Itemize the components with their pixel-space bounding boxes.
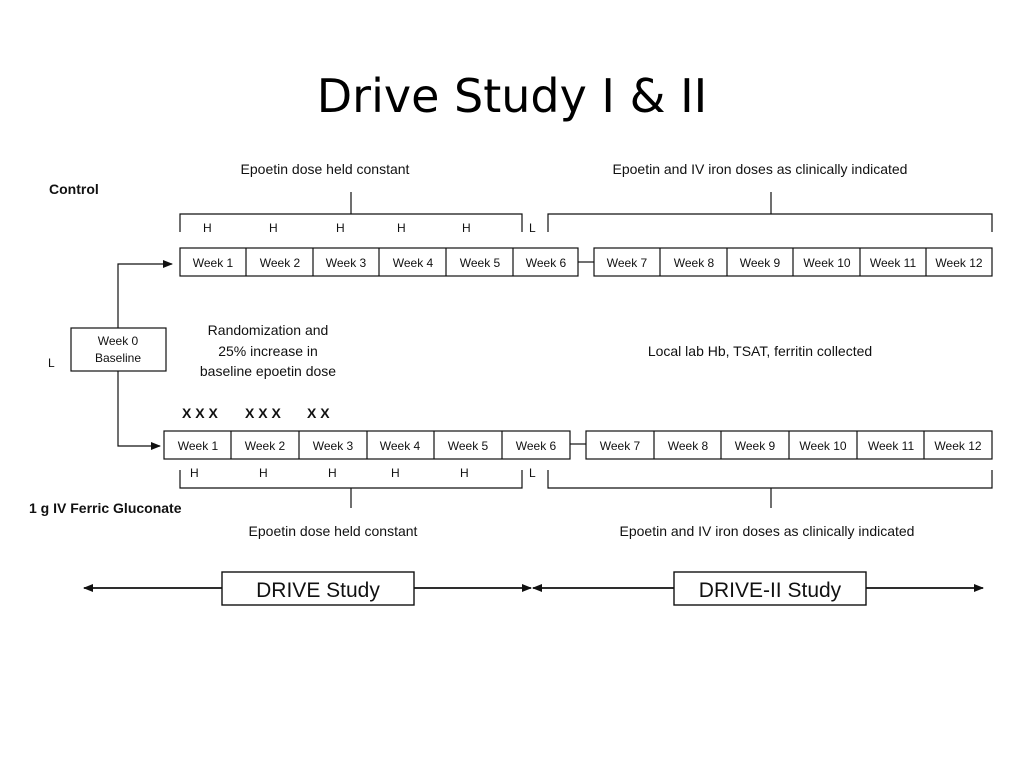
treatment-week-cell: Week 4	[379, 439, 421, 453]
control-bracket-right	[548, 192, 992, 232]
treatment-h-markers	[190, 466, 469, 480]
dose-mark-group: X X	[307, 405, 330, 421]
control-bracket-left	[180, 192, 522, 232]
control-label: Control	[49, 181, 99, 197]
control-week-cell: Week 12	[935, 256, 983, 270]
control-h-marker: H	[462, 221, 471, 235]
lab-note: Local lab Hb, TSAT, ferritin collected	[647, 343, 873, 359]
control-label-right: Epoetin and IV iron doses as clinically indicated	[612, 161, 908, 177]
treatment-week-cell: Week 10	[799, 439, 847, 453]
treatment-label: 1 g IV Ferric Gluconate	[29, 500, 182, 516]
control-week-cell: Week 9	[739, 256, 781, 270]
treatment-h-marker: H	[460, 466, 469, 480]
control-h-marker: H	[203, 221, 212, 235]
randomization-line: Randomization and	[207, 322, 329, 338]
control-week-cell: Week 3	[325, 256, 367, 270]
treatment-weeks-drive	[164, 431, 570, 459]
control-week-cell: Week 5	[459, 256, 501, 270]
control-weeks-drive2	[594, 248, 992, 276]
control-h-marker: H	[336, 221, 345, 235]
treatment-l-marker: L	[529, 466, 536, 480]
control-week-cell: Week 11	[869, 256, 917, 270]
control-h-marker: H	[269, 221, 278, 235]
baseline-label: Baseline	[94, 351, 142, 365]
treatment-label-left: Epoetin dose held constant	[248, 523, 418, 539]
treatment-label-right: Epoetin and IV iron doses as clinically indicated	[619, 523, 915, 539]
treatment-week-cell: Week 1	[177, 439, 219, 453]
treatment-bracket-right	[548, 470, 992, 508]
treatment-week-cell: Week 3	[312, 439, 354, 453]
control-weeks-drive	[180, 248, 578, 276]
treatment-week-cell: Week 9	[734, 439, 776, 453]
treatment-bracket-left	[180, 470, 522, 508]
treatment-week-cell: Week 6	[515, 439, 557, 453]
dose-mark-group: X X X	[182, 405, 218, 421]
treatment-week-cell: Week 12	[934, 439, 982, 453]
control-week-cell: Week 6	[525, 256, 567, 270]
drive-study-label: DRIVE Study	[256, 579, 380, 602]
treatment-h-marker: H	[328, 466, 337, 480]
control-h-marker: H	[397, 221, 406, 235]
treatment-h-marker: H	[259, 466, 268, 480]
control-week-cell: Week 2	[259, 256, 301, 270]
drive2-study-label: DRIVE-II Study	[698, 579, 842, 602]
treatment-week-cell: Week 11	[867, 439, 915, 453]
control-week-cell: Week 10	[803, 256, 851, 270]
baseline-week-label: Week 0	[97, 334, 139, 348]
dose-marks	[182, 405, 330, 421]
treatment-h-marker: H	[391, 466, 400, 480]
treatment-week-cell: Week 7	[599, 439, 641, 453]
control-week-cell: Week 4	[392, 256, 434, 270]
treatment-weeks-drive2	[586, 431, 992, 459]
control-h-markers	[203, 221, 471, 235]
dose-mark-group: X X X	[245, 405, 281, 421]
randomization-note	[200, 322, 336, 379]
baseline-l-marker: L	[48, 356, 55, 370]
treatment-h-marker: H	[190, 466, 199, 480]
control-l-marker: L	[529, 221, 536, 235]
control-week-cell: Week 7	[606, 256, 648, 270]
randomization-line: baseline epoetin dose	[199, 363, 337, 379]
treatment-week-cell: Week 2	[244, 439, 286, 453]
control-week-cell: Week 1	[192, 256, 234, 270]
control-week-cell: Week 8	[673, 256, 715, 270]
treatment-week-cell: Week 5	[447, 439, 489, 453]
treatment-week-cell: Week 8	[667, 439, 709, 453]
randomization-line: 25% increase in	[218, 343, 318, 359]
slide-title: Drive Study I & II	[316, 69, 708, 123]
control-label-left: Epoetin dose held constant	[240, 161, 410, 177]
